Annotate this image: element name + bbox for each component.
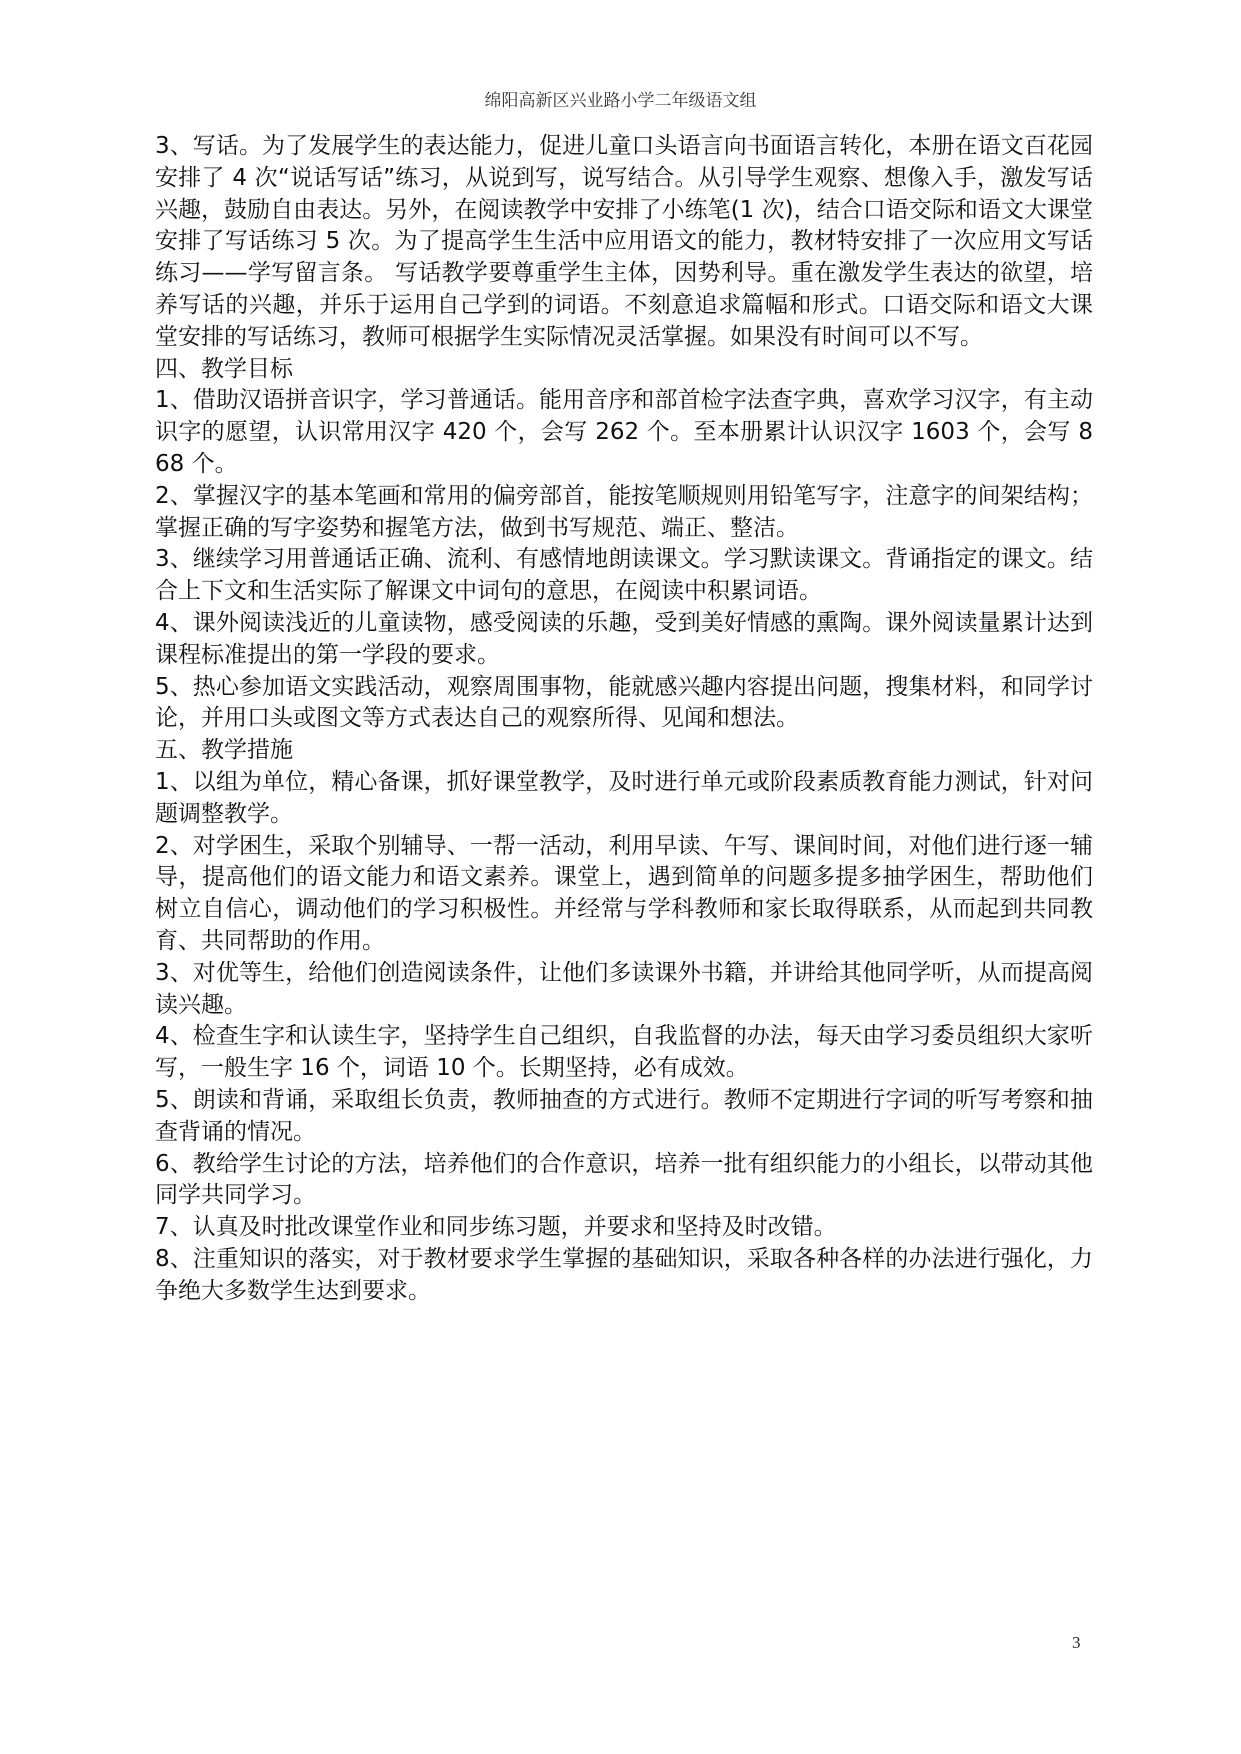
measure-item-8: 8、注重知识的落实，对于教材要求学生掌握的基础知识，采取各种各样的办法进行强化，力争绝大多数学生达到要求。 (155, 1245, 1093, 1304)
page-number: 3 (1072, 1633, 1081, 1652)
goal-item-2: 2、掌握汉字的基本笔画和常用的偏旁部首，能按笔顺规则用铅笔写字，注意字的间架结构；掌握正确的写字姿势和握笔方法，做到书写规范、端正、整洁。 (155, 482, 1093, 541)
measure-item-2: 2、对学困生，采取个别辅导、一帮一活动，利用早读、午写、课间时间，对他们进行逐一辅导，提高他们的语文能力和语文素养。课堂上，遇到简单的问题多提多抽学困生，帮助他们树立自信心，调动他们的学习积极性。并经常与学科教师和家长取得联系，从而起到共同教育、共同帮助的作用。 (155, 832, 1093, 954)
goal-item-4: 4、课外阅读浅近的儿童读物，感受阅读的乐趣，受到美好情感的熏陶。课外阅读量累计达到课程标准提出的第一学段的要求。 (155, 609, 1093, 668)
paragraph-writing: 3、写话。为了发展学生的表达能力，促进儿童口头语言向书面语言转化，本册在语文百花园安排了 4 次“说话写话”练习，从说到写，说写结合。从引导学生观察、想像入手，激发写话兴趣，鼓励自由表达。另外，在阅读教学中安排了小练笔(1 次)，结合口语交际和语文大课堂安排了写话练习 5 次。为了提高学生生活中应用语文的能力，教材特安排了一次应用文写话练习——学写留言条。 写话教学要尊重学生主体，因势利导。重在激发学生表达的欲望，培养写话的兴趣，并乐于运用自己学到的词语。不刻意追求篇幅和形式。口语交际和语文大课堂安排的写话练习，教师可根据学生实际情况灵活掌握。如果没有时间可以不写。 (155, 133, 1093, 350)
goal-item-5: 5、热心参加语文实践活动，观察周围事物，能就感兴趣内容提出问题，搜集材料，和同学讨论，并用口头或图文等方式表达自己的观察所得、见闻和想法。 (155, 673, 1093, 732)
measure-item-1: 1、以组为单位，精心备课，抓好课堂教学，及时进行单元或阶段素质教育能力测试，针对问题调整教学。 (155, 768, 1093, 827)
section-heading-goals: 四、教学目标 (155, 355, 293, 382)
measure-item-3: 3、对优等生，给他们创造阅读条件，让他们多读课外书籍，并讲给其他同学听，从而提高阅读兴趣。 (155, 959, 1093, 1018)
measure-item-5: 5、朗读和背诵，采取组长负责，教师抽查的方式进行。教师不定期进行字词的听写考察和抽查背诵的情况。 (155, 1086, 1093, 1145)
goal-item-1: 1、借助汉语拼音识字，学习普通话。能用音序和部首检字法查字典，喜欢学习汉字，有主动识字的愿望，认识常用汉字 420 个，会写 262 个。至本册累计认识汉字 1603 个，会写 868 个。 (155, 387, 1093, 477)
measure-item-4: 4、检查生字和认读生字，坚持学生自己组织，自我监督的办法，每天由学习委员组织大家听写，一般生字 16 个，词语 10 个。长期坚持，必有成效。 (155, 1023, 1093, 1082)
section-heading-measures: 五、教学措施 (155, 737, 293, 764)
measure-item-7: 7、认真及时批改课堂作业和同步练习题，并要求和坚持及时改错。 (155, 1214, 837, 1241)
measure-item-6: 6、教给学生讨论的方法，培养他们的合作意识，培养一批有组织能力的小组长，以带动其他同学共同学习。 (155, 1150, 1093, 1209)
document-body (155, 131, 1093, 1307)
goal-item-3: 3、继续学习用普通话正确、流利、有感情地朗读课文。学习默读课文。背诵指定的课文。结合上下文和生活实际了解课文中词句的意思，在阅读中积累词语。 (155, 546, 1093, 605)
page-header: 绵阳高新区兴业路小学二年级语文组 (484, 91, 757, 111)
